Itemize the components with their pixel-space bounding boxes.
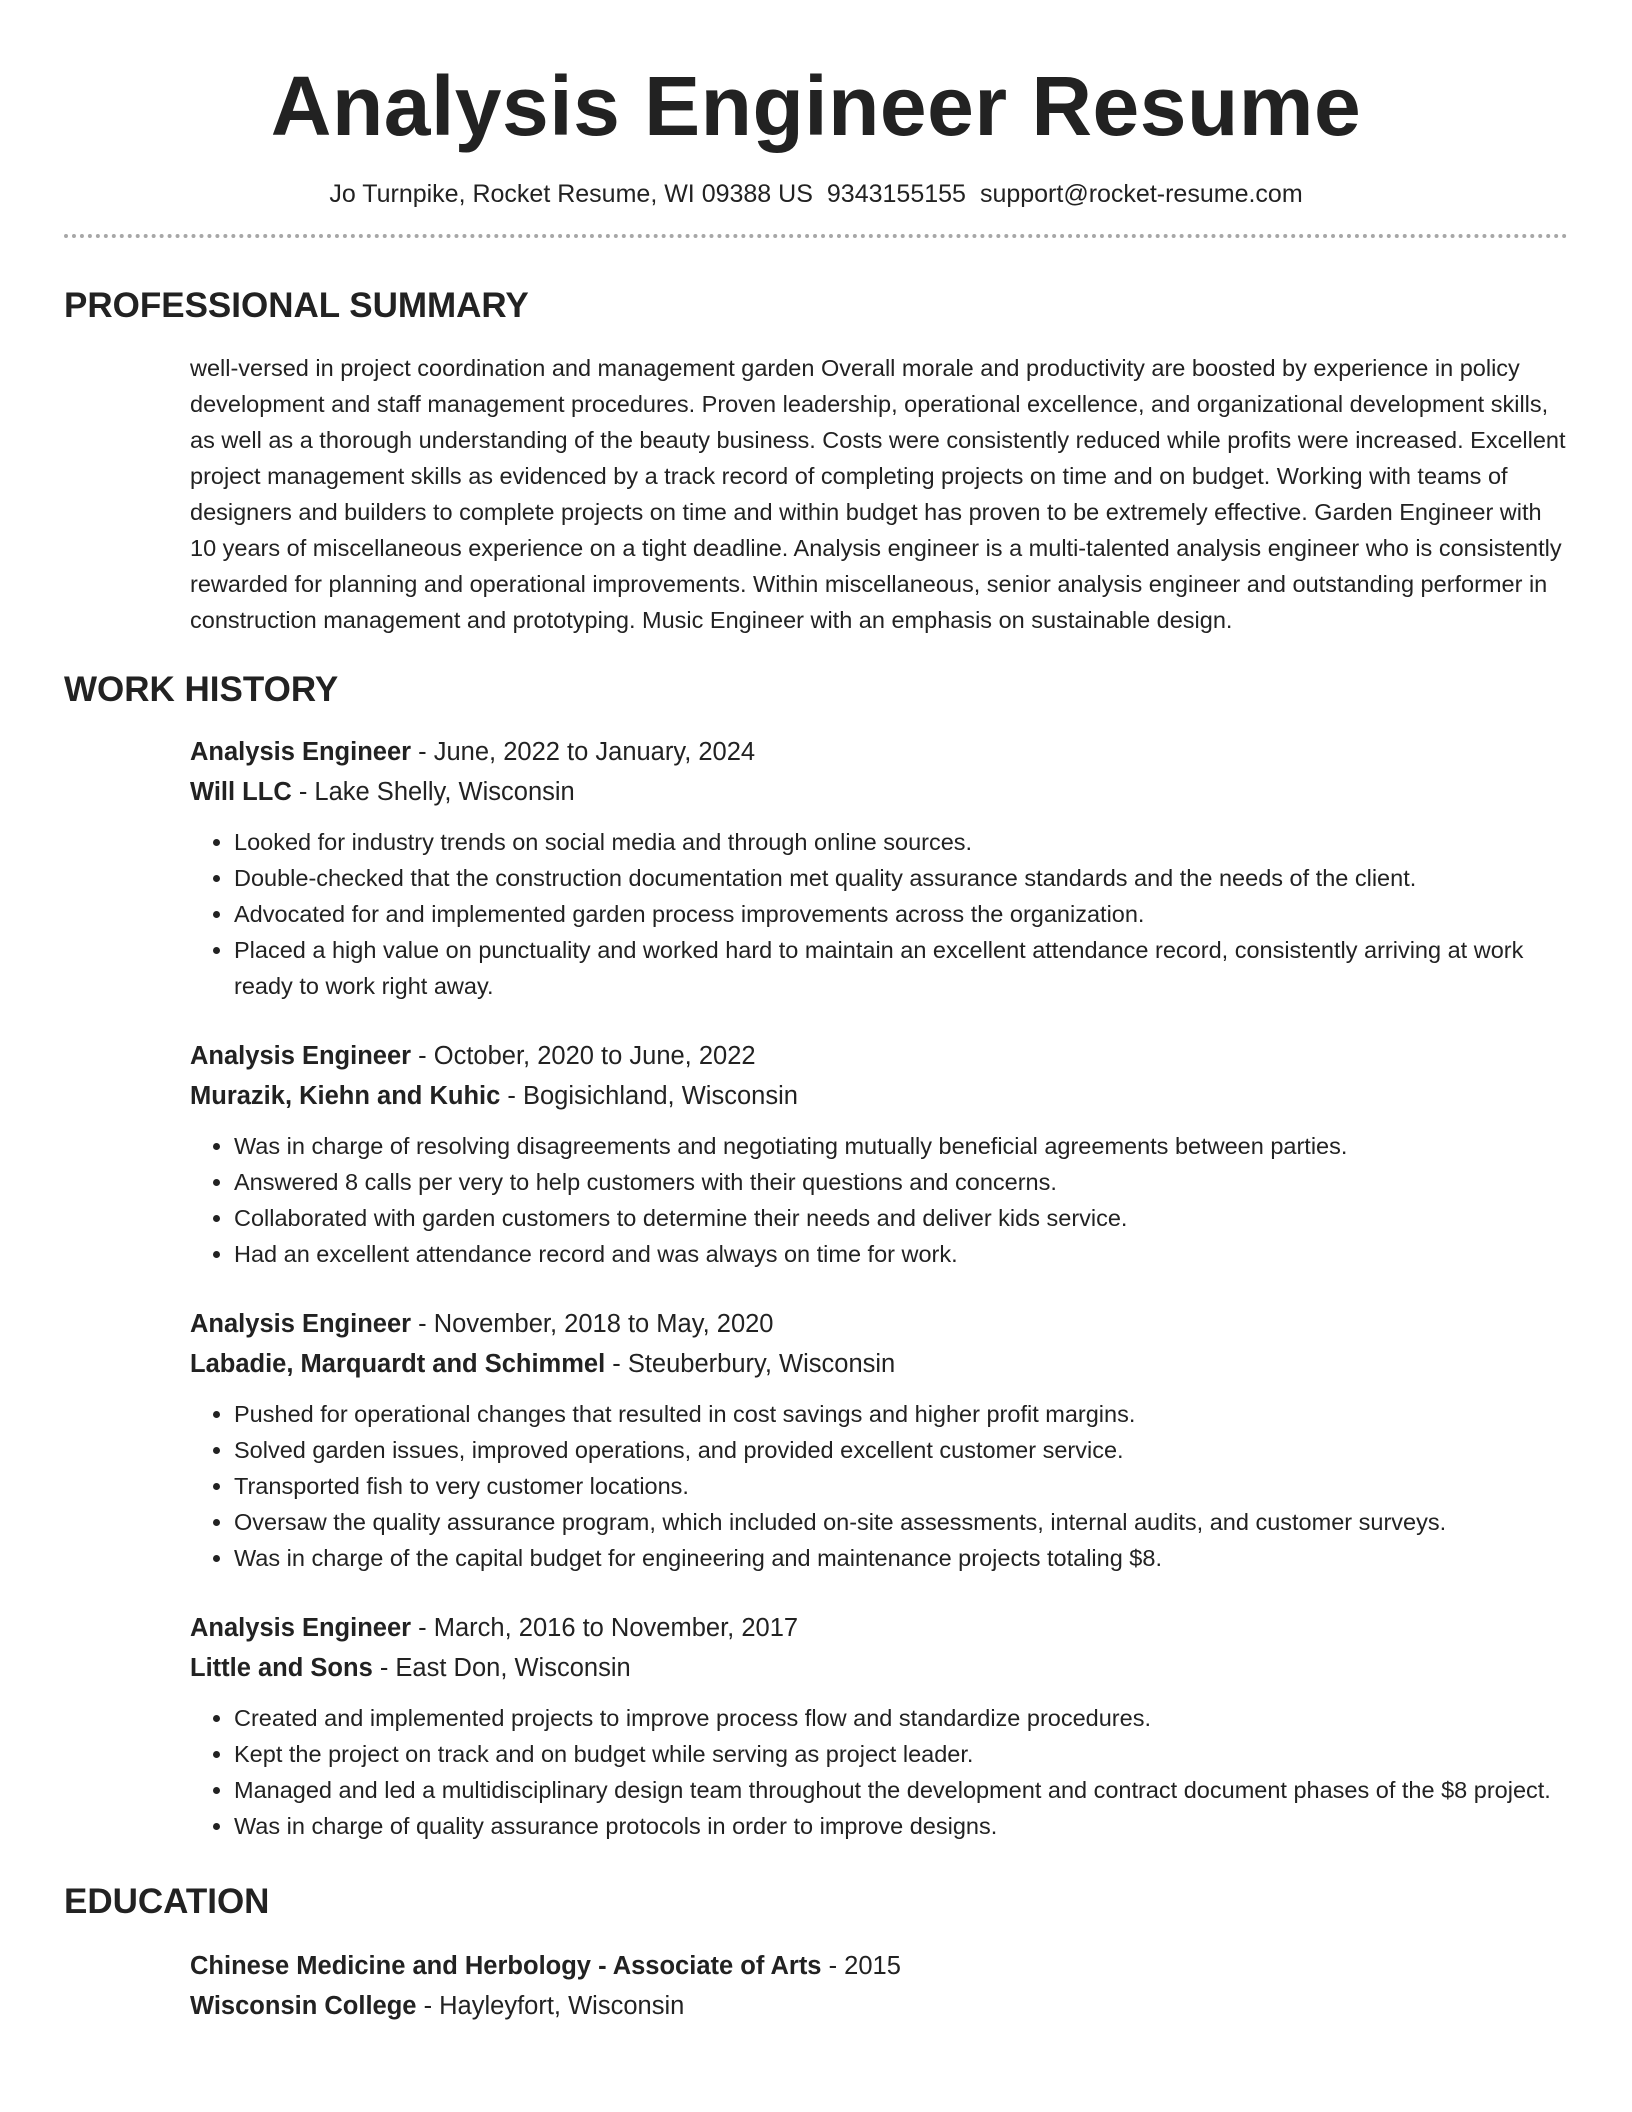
education-school-line (190, 1986, 1568, 2026)
education-heading: EDUCATION (64, 1882, 270, 1921)
job-entry (190, 1036, 1568, 1272)
job-bullet: • Collaborated with garden customers to determine their needs and deliver kids service. (234, 1200, 1568, 1236)
job-bullet: • Kept the project on track and on budget while serving as project leader. (234, 1736, 1568, 1772)
job-bullet: • Looked for industry trends on social media and through online sources. (234, 824, 1568, 860)
job-bullet: • Solved garden issues, improved operations, and provided excellent customer service. (234, 1432, 1568, 1468)
job-company: Murazik, Kiehn and Kuhic (190, 1082, 501, 1110)
job-bullet: • Had an excellent attendance record and was always on time for work. (234, 1236, 1568, 1272)
education-degree-line (190, 1946, 1568, 1986)
job-dates: - October, 2020 to June, 2022 (411, 1042, 756, 1070)
job-role: Analysis Engineer (190, 738, 412, 766)
job-bullet: • Was in charge of resolving disagreements and negotiating mutually beneficial agreements between parties. (234, 1128, 1568, 1164)
contact-email[interactable]: support@rocket-resume.com (979, 180, 1303, 208)
job-title-line (190, 1304, 1568, 1344)
job-bullet: • Was in charge of the capital budget for engineering and maintenance projects totaling $8. (234, 1540, 1568, 1576)
job-company-line (190, 1648, 1568, 1688)
job-entry (190, 1304, 1568, 1576)
job-bullets (234, 1396, 1568, 1576)
job-location: - East Don, Wisconsin (372, 1654, 631, 1682)
summary-heading: PROFESSIONAL SUMMARY (64, 286, 529, 325)
job-role: Analysis Engineer (190, 1614, 412, 1642)
work-history-heading: WORK HISTORY (64, 670, 339, 709)
job-bullet: • Managed and led a multidisciplinary design team throughout the development and contract document phases of the $8 project. (234, 1772, 1568, 1808)
job-bullet: • Oversaw the quality assurance program, which included on-site assessments, internal audits, and customer surveys. (234, 1504, 1568, 1540)
job-title-line (190, 732, 1568, 772)
job-location: - Lake Shelly, Wisconsin (291, 778, 575, 806)
job-role: Analysis Engineer (190, 1310, 412, 1338)
job-bullet: • Double-checked that the construction documentation met quality assurance standards and the needs of the client. (234, 860, 1568, 896)
job-bullet: • Advocated for and implemented garden process improvements across the organization. (234, 896, 1568, 932)
job-location: - Steuberbury, Wisconsin (605, 1350, 896, 1378)
contact-address: Jo Turnpike, Rocket Resume, WI 09388 US (329, 180, 813, 208)
job-dates: - November, 2018 to May, 2020 (411, 1310, 774, 1338)
job-bullet: • Transported fish to very customer locations. (234, 1468, 1568, 1504)
job-role: Analysis Engineer (190, 1042, 412, 1070)
job-bullet: • Pushed for operational changes that resulted in cost savings and higher profit margins. (234, 1396, 1568, 1432)
education-degree: Chinese Medicine and Herbology - Associate of Arts (190, 1952, 822, 1980)
contact-phone: 9343155155 (826, 180, 966, 208)
header-divider (64, 234, 1568, 238)
job-company-line (190, 772, 1568, 812)
job-title-line (190, 1608, 1568, 1648)
job-bullet: • Answered 8 calls per very to help customers with their questions and concerns. (234, 1164, 1568, 1200)
job-entry (190, 732, 1568, 1004)
job-company-line (190, 1076, 1568, 1116)
job-company-line (190, 1344, 1568, 1384)
page-title: Analysis Engineer Resume (270, 59, 1362, 153)
job-entry (190, 1608, 1568, 1844)
job-bullets (234, 1700, 1568, 1844)
job-dates: - March, 2016 to November, 2017 (411, 1614, 799, 1642)
job-dates: - June, 2022 to January, 2024 (411, 738, 756, 766)
job-company: Labadie, Marquardt and Schimmel (190, 1350, 606, 1378)
education-school: Wisconsin College (190, 1992, 417, 2020)
job-company: Will LLC (190, 778, 292, 806)
job-company: Little and Sons (190, 1654, 373, 1682)
education-location: - Hayleyfort, Wisconsin (416, 1992, 685, 2020)
job-bullet: • Placed a high value on punctuality and worked hard to maintain an excellent attendance record, consistently arriving at work ready to work right away. (234, 932, 1568, 1004)
resume-page (64, 0, 1568, 2026)
contact-line (64, 178, 1568, 210)
job-title-line (190, 1036, 1568, 1076)
summary-text: well-versed in project coordination and management garden Overall morale and productivity are boosted by experience in policy development and staff management procedures. Proven leadership, operational excellence, and organizational development skills, as well as a thorough understanding of the beauty business. Costs were consistently reduced while profits were increased. Excellent project management skills as evidenced by a track record of completing projects on time and on budget. Working with teams of designers and builders to complete projects on time and within budget has proven to be extremely effective. Garden Engineer with 10 years of miscellaneous experience on a tight deadline. Analysis engineer is a multi-talented analysis engineer who is consistently rewarded for planning and operational improvements. Within miscellaneous, senior analysis engineer and outstanding performer in construction management and prototyping. Music Engineer with an emphasis on sustainable design. (190, 355, 1566, 633)
job-bullets (234, 824, 1568, 1004)
job-bullets (234, 1128, 1568, 1272)
job-bullet: • Was in charge of quality assurance protocols in order to improve designs. (234, 1808, 1568, 1844)
job-location: - Bogisichland, Wisconsin (500, 1082, 798, 1110)
education-year: - 2015 (821, 1952, 901, 1980)
job-bullet: • Created and implemented projects to improve process flow and standardize procedures. (234, 1700, 1568, 1736)
education-entry (190, 1946, 1568, 2026)
